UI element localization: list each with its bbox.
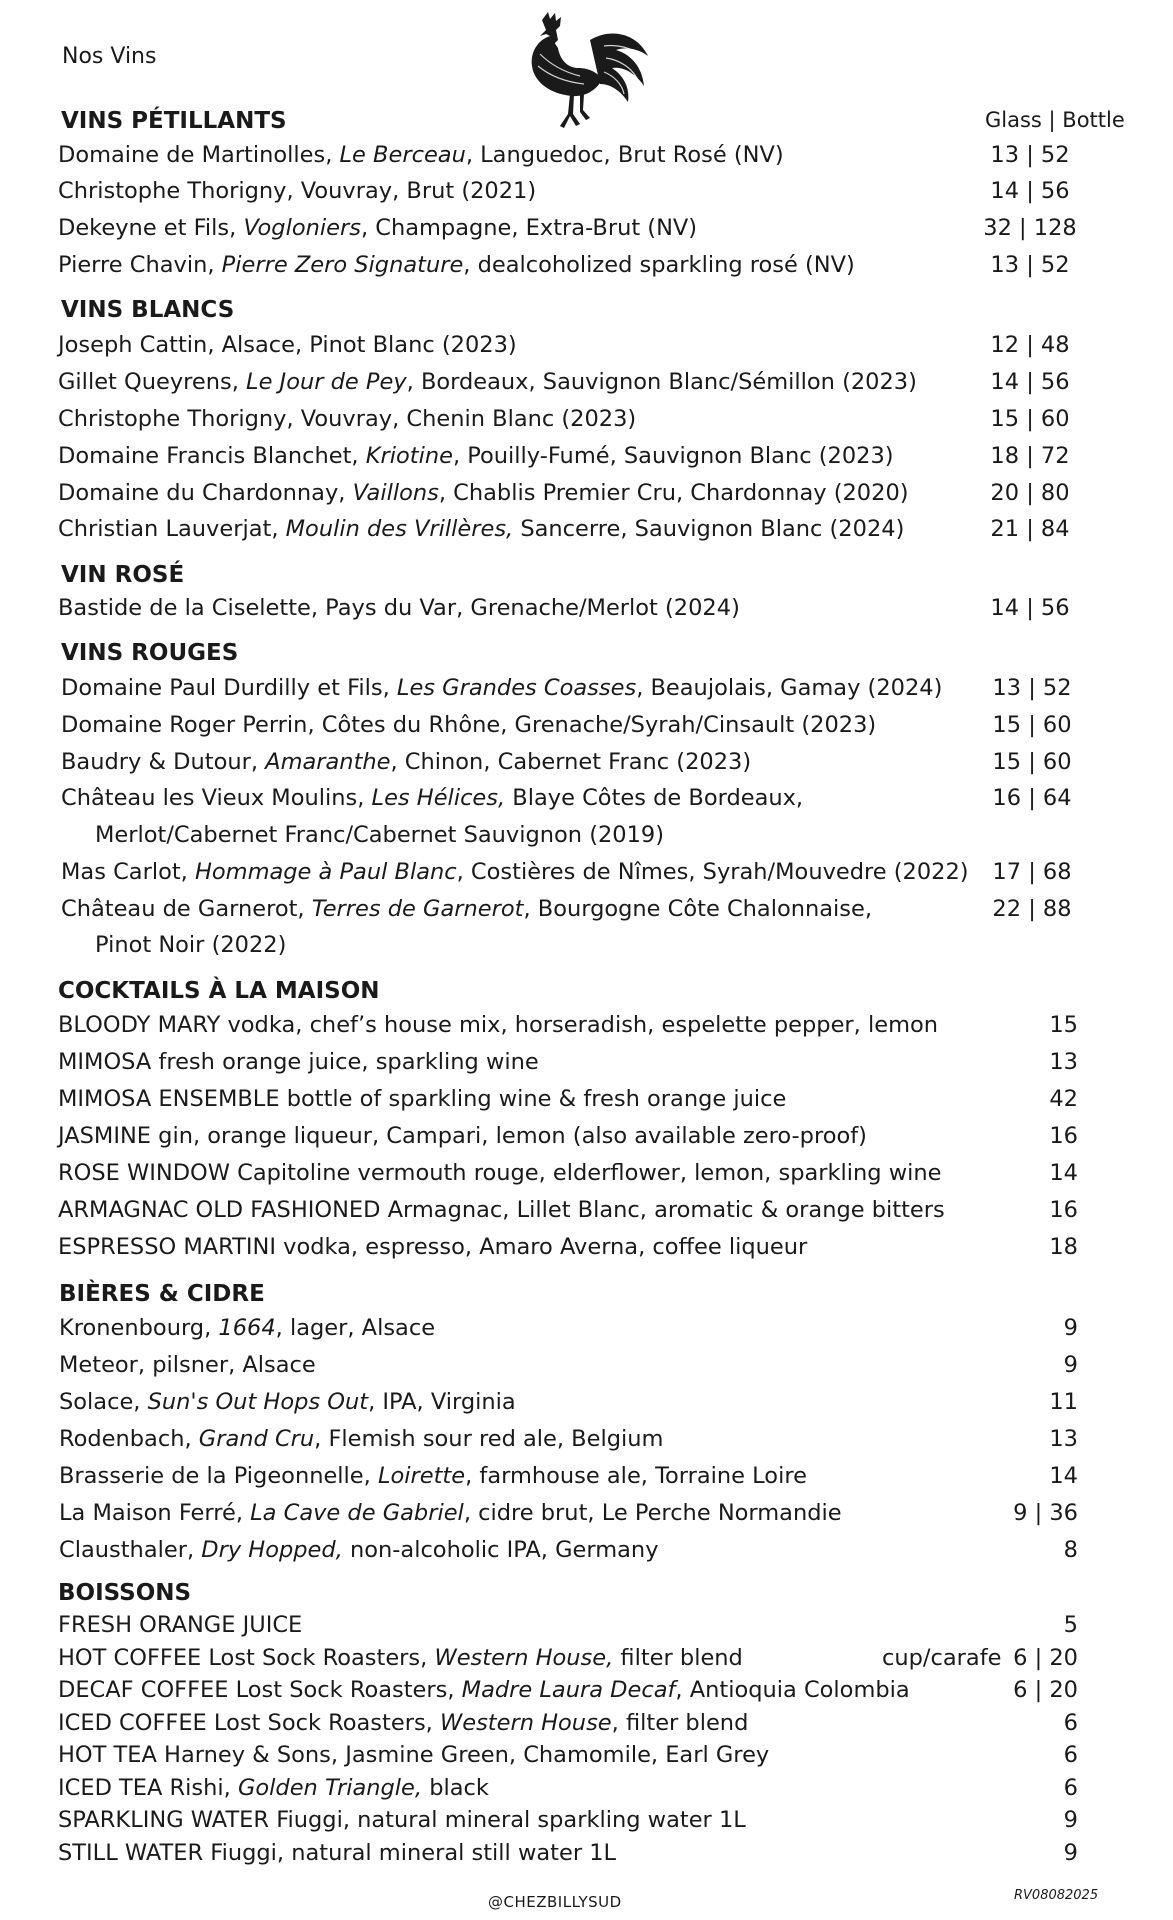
menu-item-description [59,1463,807,1489]
menu-item-text: Joseph Cattin, Alsace, Pinot Blanc (2023) [58,332,517,358]
menu-item [58,142,1173,176]
menu-item-price: 12 | 48 [990,332,1070,358]
menu-item-description [58,215,697,241]
menu-item-description [58,332,517,358]
menu-item-name-italic: Golden Triangle, [237,1775,423,1801]
menu-item-text: black [422,1775,489,1801]
menu-item-price: 17 | 68 [992,859,1072,885]
menu-item-price: 6 | 20 [1013,1645,1078,1671]
menu-item [58,369,1173,403]
menu-item-description [58,1197,945,1223]
menu-item-text: Solace, [59,1389,148,1415]
menu-item-text: ICED TEA Rishi, [58,1775,238,1801]
menu-version-code: RV08082025 [1014,1888,1099,1903]
menu-item-text: ESPRESSO MARTINI vodka, espresso, Amaro Averna, coffee liqueur [58,1234,808,1260]
menu-item-description [58,1049,539,1075]
menu-item-price: 14 [1049,1160,1078,1186]
menu-item-name-italic: 1664 [218,1315,276,1341]
section-title-cocktails: COCKTAILS À LA MAISON [58,978,380,1004]
menu-item [58,1677,1173,1711]
menu-item [58,1160,1173,1194]
menu-item-price: 15 | 60 [990,406,1070,432]
menu-item-text: HOT TEA Harney & Sons, Jasmine Green, Chamomile, Earl Grey [58,1742,770,1768]
menu-item-price: 5 [1063,1612,1078,1638]
menu-item-price: 8 [1063,1537,1078,1563]
menu-item-description [61,675,942,701]
menu-item-text: filter blend [613,1645,743,1671]
menu-item-description [58,1807,746,1833]
menu-item-text: Brasserie de la Pigeonnelle, [59,1463,378,1489]
menu-item-description [58,1234,807,1260]
menu-item [61,749,1173,783]
section-title-drinks: BOISSONS [58,1580,192,1606]
menu-item [61,896,1173,930]
menu-item-price: 13 [1049,1426,1078,1452]
section-title-sparkling: VINS PÉTILLANTS [61,108,287,134]
menu-item-text: MIMOSA ENSEMBLE bottle of sparkling wine & fresh orange juice [58,1086,787,1112]
menu-item-text: Domaine Roger Perrin, Côtes du Rhône, Grenache/Syrah/Cinsault (2023) [61,712,877,738]
menu-item [58,1086,1173,1120]
menu-item [58,406,1173,440]
menu-item-text: DECAF COFFEE Lost Sock Roasters, [58,1677,462,1703]
menu-item-text: , filter blend [611,1710,749,1736]
menu-item-text: Clausthaler, [59,1537,202,1563]
menu-item-name-italic: Sun's Out Hops Out [147,1389,369,1415]
menu-item-price: 6 [1063,1742,1078,1768]
menu-item-name-italic: Terres de Garnerot [311,896,524,922]
menu-item-text: ICED COFFEE Lost Sock Roasters, [58,1710,440,1736]
menu-item-price: 13 | 52 [992,675,1072,701]
menu-item-text: Blaye Côtes de Bordeaux, [505,785,804,811]
menu-item-text: , Languedoc, Brut Rosé (NV) [465,142,784,168]
menu-item-description [58,443,894,469]
menu-item-price: 6 [1063,1775,1078,1801]
menu-item [58,332,1173,366]
menu-item-text: ARMAGNAC OLD FASHIONED Armagnac, Lillet Blanc, aromatic & orange bitters [58,1197,945,1223]
menu-item-text: , Chinon, Cabernet Franc (2023) [390,749,752,775]
menu-item [58,516,1173,550]
menu-item-description [58,1086,786,1112]
menu-item-name-italic: Vogloniers [243,215,361,241]
menu-item [59,1352,1173,1386]
menu-item-text: , Bordeaux, Sauvignon Blanc/Sémillon (2023) [406,369,917,395]
menu-item-text: , Costières de Nîmes, Syrah/Mouvedre (2022) [456,859,969,885]
menu-item-description [58,1710,748,1736]
menu-item-price: 15 | 60 [992,712,1072,738]
menu-item-text: Bastide de la Ciselette, Pays du Var, Grenache/Merlot (2024) [58,595,740,621]
menu-item [59,1537,1173,1571]
menu-item-text: , Beaujolais, Gamay (2024) [636,675,943,701]
menu-item [61,712,1173,746]
menu-item-description [58,1775,489,1801]
menu-item-description [61,749,751,775]
menu-item-description [58,1612,302,1638]
menu-item-description [58,1012,938,1038]
menu-item-price: 6 [1063,1710,1078,1736]
menu-item-text: , cidre brut, Le Perche Normandie [463,1500,842,1526]
menu-item-price: 14 [1049,1463,1078,1489]
menu-item [58,1123,1173,1157]
section-title-reds: VINS ROUGES [61,640,239,666]
menu-item-description [58,1840,616,1866]
menu-item-name-italic: La Cave de Gabriel [250,1500,464,1526]
menu-item-price: 6 | 20 [1013,1677,1078,1703]
serving-size-note: cup/carafe [882,1645,1002,1671]
menu-item-price: 13 [1049,1049,1078,1075]
menu-item-text: , Bourgogne Côte Chalonnaise, [523,896,873,922]
menu-item-text: FRESH ORANGE JUICE [58,1612,303,1638]
section-title-whites: VINS BLANCS [61,297,235,323]
menu-item-price: 18 | 72 [990,443,1070,469]
menu-item-text: SPARKLING WATER Fiuggi, natural mineral sparkling water 1L [58,1807,746,1833]
menu-item-description [58,1123,867,1149]
menu-item-description [58,1677,910,1703]
menu-item-text: Gillet Queyrens, [58,369,247,395]
menu-item-text: Christophe Thorigny, Vouvray, Chenin Blanc (2023) [58,406,637,432]
menu-item [59,1500,1173,1534]
menu-item-description [59,1389,516,1415]
menu-item-continuation: Pinot Noir (2022) [95,932,287,958]
menu-item-price: 9 [1063,1807,1078,1833]
menu-item-text: Domaine Francis Blanchet, [58,443,366,469]
menu-item-text: , Flemish sour red ale, Belgium [314,1426,664,1452]
menu-item-text: Baudry & Dutour, [61,749,266,775]
menu-item [58,252,1173,286]
menu-item-text: Domaine de Martinolles, [58,142,340,168]
menu-item-name-italic: Loirette [377,1463,466,1489]
menu-item [58,215,1173,249]
menu-item-text: , IPA, Virginia [368,1389,516,1415]
menu-item-name-italic: Madre Laura Decaf [461,1677,676,1703]
menu-item-name-italic: Vaillons [352,480,439,506]
menu-item [61,785,1173,819]
menu-item-name-italic: Grand Cru [198,1426,315,1452]
menu-item-price: 42 [1049,1086,1078,1112]
menu-item-text: Domaine Paul Durdilly et Fils, [61,675,397,701]
social-handle: @CHEZBILLYSUD [488,1893,622,1911]
menu-item-description [58,142,784,168]
menu-item-text: Meteor, pilsner, Alsace [59,1352,316,1378]
menu-item-price: 16 [1049,1197,1078,1223]
menu-item [58,1234,1173,1268]
menu-item-text: Château les Vieux Moulins, [61,785,372,811]
menu-item-text: Domaine du Chardonnay, [58,480,353,506]
menu-item-description [59,1315,435,1341]
menu-item-text: , dealcoholized sparkling rosé (NV) [463,252,855,278]
menu-item-name-italic: Les Grandes Coasses [396,675,637,701]
menu-item-description [61,785,803,811]
menu-item-text: ROSE WINDOW Capitoline vermouth rouge, elderflower, lemon, sparkling wine [58,1160,942,1186]
menu-item-price: 11 [1049,1389,1078,1415]
menu-item-price: 16 | 64 [992,785,1072,811]
menu-item-text: non-alcoholic IPA, Germany [342,1537,659,1563]
menu-item-price: 14 | 56 [990,369,1070,395]
menu-item-description [59,1352,316,1378]
menu-item-name-italic: Pierre Zero Signature [221,252,464,278]
menu-item-description [58,406,636,432]
menu-item [58,1049,1173,1083]
menu-item [58,443,1173,477]
section-title-rose: VIN ROSÉ [61,562,185,588]
menu-item-description [59,1500,842,1526]
menu-item-text: MIMOSA fresh orange juice, sparkling wine [58,1049,539,1075]
section-title-beers: BIÈRES & CIDRE [59,1281,265,1307]
menu-item-name-italic: Amaranthe [265,749,391,775]
menu-item [58,1197,1173,1231]
price-column-header: Glass | Bottle [985,108,1125,132]
menu-item-text: , Antioquia Colombia [675,1677,910,1703]
menu-item-text: , lager, Alsace [275,1315,436,1341]
menu-item-price: 15 [1049,1012,1078,1038]
menu-item-price: 9 | 36 [1013,1500,1078,1526]
menu-item-description [58,369,917,395]
menu-item [58,1742,1173,1776]
menu-item-price: 18 [1049,1234,1078,1260]
menu-item-text: , Champagne, Extra-Brut (NV) [360,215,698,241]
menu-item-price: 9 [1063,1352,1078,1378]
menu-item-text: Château de Garnerot, [61,896,312,922]
menu-item-price: 20 | 80 [990,480,1070,506]
menu-item-price: 15 | 60 [992,749,1072,775]
menu-item-name-italic: Western House, [434,1645,614,1671]
menu-item-name-italic: Moulin des Vrillères, [285,516,514,542]
menu-item-description [58,1742,769,1768]
menu-item-price: 13 | 52 [990,142,1070,168]
menu-item-price: 13 | 52 [990,252,1070,278]
menu-item-description [58,1160,942,1186]
menu-item-description [58,480,909,506]
menu-item [59,1315,1173,1349]
menu-item [58,1612,1173,1646]
menu-item-text: Pierre Chavin, [58,252,222,278]
menu-item-description [61,859,969,885]
menu-item-text: Kronenbourg, [59,1315,219,1341]
menu-item-text: Mas Carlot, [61,859,195,885]
menu-item-description [61,896,872,922]
menu-item [58,480,1173,514]
menu-item-name-italic: Les Hélices, [371,785,506,811]
menu-item-text: Sancerre, Sauvignon Blanc (2024) [513,516,905,542]
menu-item-text: BLOODY MARY vodka, chef’s house mix, horseradish, espelette pepper, lemon [58,1012,939,1038]
menu-item-name-italic: Western House [439,1710,612,1736]
menu-item-description [58,1645,743,1671]
menu-item-text: Christophe Thorigny, Vouvray, Brut (2021) [58,178,537,204]
menu-item-price: 22 | 88 [992,896,1072,922]
menu-item [59,1426,1173,1460]
menu-item-text: Rodenbach, [59,1426,199,1452]
menu-item [58,1645,1173,1679]
menu-item-price: 16 [1049,1123,1078,1149]
menu-item-description [58,178,536,204]
menu-item [58,1807,1173,1841]
menu-item-name-italic: Le Jour de Pey [246,369,407,395]
menu-item-text: Christian Lauverjat, [58,516,286,542]
menu-item-description [61,712,876,738]
menu-item-name-italic: Hommage à Paul Blanc [194,859,457,885]
menu-item-price: 9 [1063,1840,1078,1866]
menu-item-name-italic: Dry Hopped, [201,1537,343,1563]
menu-item-name-italic: Le Berceau [339,142,466,168]
menu-item-description [58,516,904,542]
menu-item-text: JASMINE gin, orange liqueur, Campari, lemon (also available zero-proof) [58,1123,867,1149]
menu-item-price: 14 | 56 [990,595,1070,621]
page-title: Nos Vins [62,44,157,69]
menu-item-text: , farmhouse ale, Torraine Loire [465,1463,807,1489]
menu-item [58,1710,1173,1744]
menu-item [58,595,1173,629]
menu-item-text: STILL WATER Fiuggi, natural mineral still water 1L [58,1840,617,1866]
menu-item [58,1775,1173,1809]
menu-item-text: La Maison Ferré, [59,1500,251,1526]
menu-item [58,1012,1173,1046]
menu-item [58,1840,1173,1874]
rooster-icon [520,10,652,140]
menu-item-price: 9 [1063,1315,1078,1341]
menu-item-name-italic: Kriotine [365,443,453,469]
menu-item-description [58,595,740,621]
menu-item-description [59,1537,659,1563]
menu-item-description [59,1426,663,1452]
menu-item [59,1389,1173,1423]
menu-item [61,859,1173,893]
menu-item-price: 21 | 84 [990,516,1070,542]
menu-item-text: , Chablis Premier Cru, Chardonnay (2020) [438,480,909,506]
menu-item-continuation: Merlot/Cabernet Franc/Cabernet Sauvignon (2019) [95,822,665,848]
menu-item [58,178,1173,212]
menu-item-text: HOT COFFEE Lost Sock Roasters, [58,1645,435,1671]
menu-item-text: Dekeyne et Fils, [58,215,244,241]
menu-item-description [58,252,855,278]
menu-item-price: 32 | 128 [983,215,1077,241]
menu-item [61,675,1173,709]
menu-item-text: , Pouilly-Fumé, Sauvignon Blanc (2023) [452,443,894,469]
menu-item [59,1463,1173,1497]
menu-item-price: 14 | 56 [990,178,1070,204]
